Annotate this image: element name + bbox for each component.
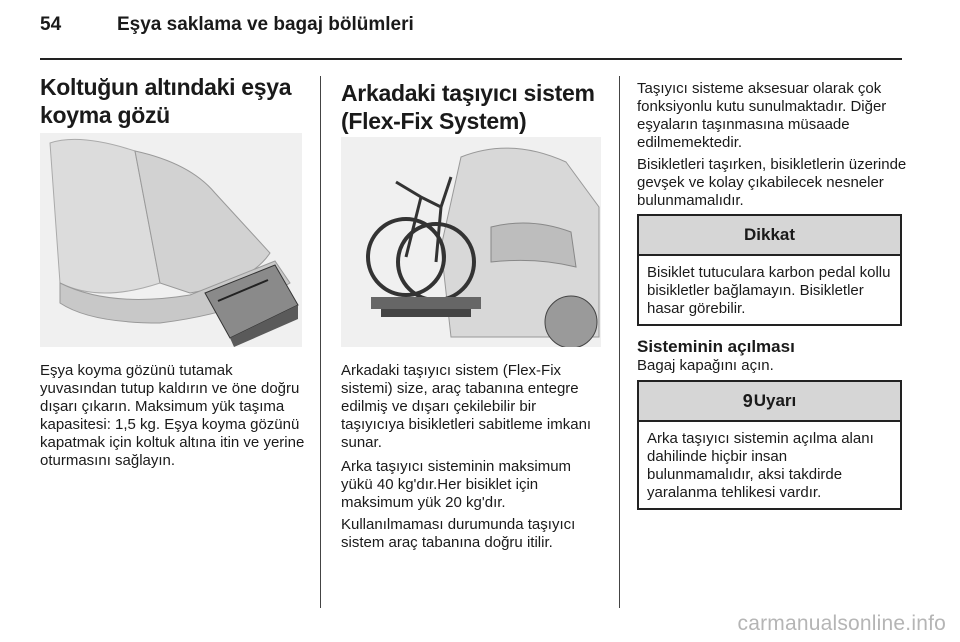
section-heading-seat-storage: Koltuğun altındaki eşya koyma gözü — [40, 74, 292, 128]
bike-transport-text: Bisikletleri taşırken, bisikletlerin üzerinde gevşek ve kolay çıkabilecek nesneler bulunmamalıdır. — [637, 156, 907, 209]
carrier-load-text: Arka taşıyıcı sisteminin maksimum yükü 40 kg'dır.Her bisiklet için maksimum yük 20 kg'dır. — [341, 458, 572, 511]
page-number: 54 — [40, 14, 62, 35]
seat-drawer-illustration — [40, 133, 302, 347]
column-divider-2 — [619, 76, 620, 608]
caution-box — [637, 214, 902, 326]
header-divider — [40, 58, 902, 60]
section-heading-rear-carrier: Arkadaki taşıyıcı sistem (Flex-Fix System) — [341, 80, 595, 134]
caution-text: Bisiklet tutuculara karbon pedal kollu bisikletler bağlamayın. Bisikletler hasar görebilir. — [647, 264, 891, 317]
subheading-opening: Sisteminin açılması — [637, 337, 795, 356]
watermark: carmanualsonline.info — [737, 612, 946, 635]
caution-title: Dikkat — [639, 216, 900, 256]
opening-instruction: Bagaj kapağını açın. — [637, 357, 774, 374]
accessory-text: Taşıyıcı sisteme aksesuar olarak çok fonksiyonlu kutu sunulmaktadır. Diğer eşyaların taşınmasına müsaade edilmemektedir. — [637, 80, 887, 151]
seat-storage-text: Eşya koyma gözünü tutamak yuvasından tutup kaldırın ve öne doğru dışarı çıkarın. Maksimum yük taşıma kapasitesi: 1,5 kg. Eşya koyma gözünü kapatmak için koltuk altına itin ve yerine oturmasını sağlayın. — [40, 362, 305, 469]
warning-title: Uyarı — [753, 391, 797, 410]
page-title: Eşya saklama ve bagaj bölümleri — [117, 14, 414, 35]
bike-carrier-illustration — [341, 137, 601, 347]
warning-triangle-icon: 9 — [742, 391, 753, 411]
carrier-stow-text: Kullanılmaması durumunda taşıyıcı sistem araç tabanına doğru itilir. — [341, 516, 576, 551]
warning-header — [639, 382, 900, 422]
carrier-intro-text: Arkadaki taşıyıcı sistem (Flex-Fix sistemi) size, araç tabanına entegre edilmiş ve dışarı çekilebilir bir taşıyıcıya bisikletleri sabitleme imkanı sunar. — [341, 362, 592, 451]
column-divider-1 — [320, 76, 321, 608]
warning-text: Arka taşıyıcı sistemin açılma alanı dahilinde hiçbir insan bulunmamalıdır, aksi takdirde yaralanma tehlikesi vardır. — [647, 430, 874, 501]
warning-box — [637, 380, 902, 510]
